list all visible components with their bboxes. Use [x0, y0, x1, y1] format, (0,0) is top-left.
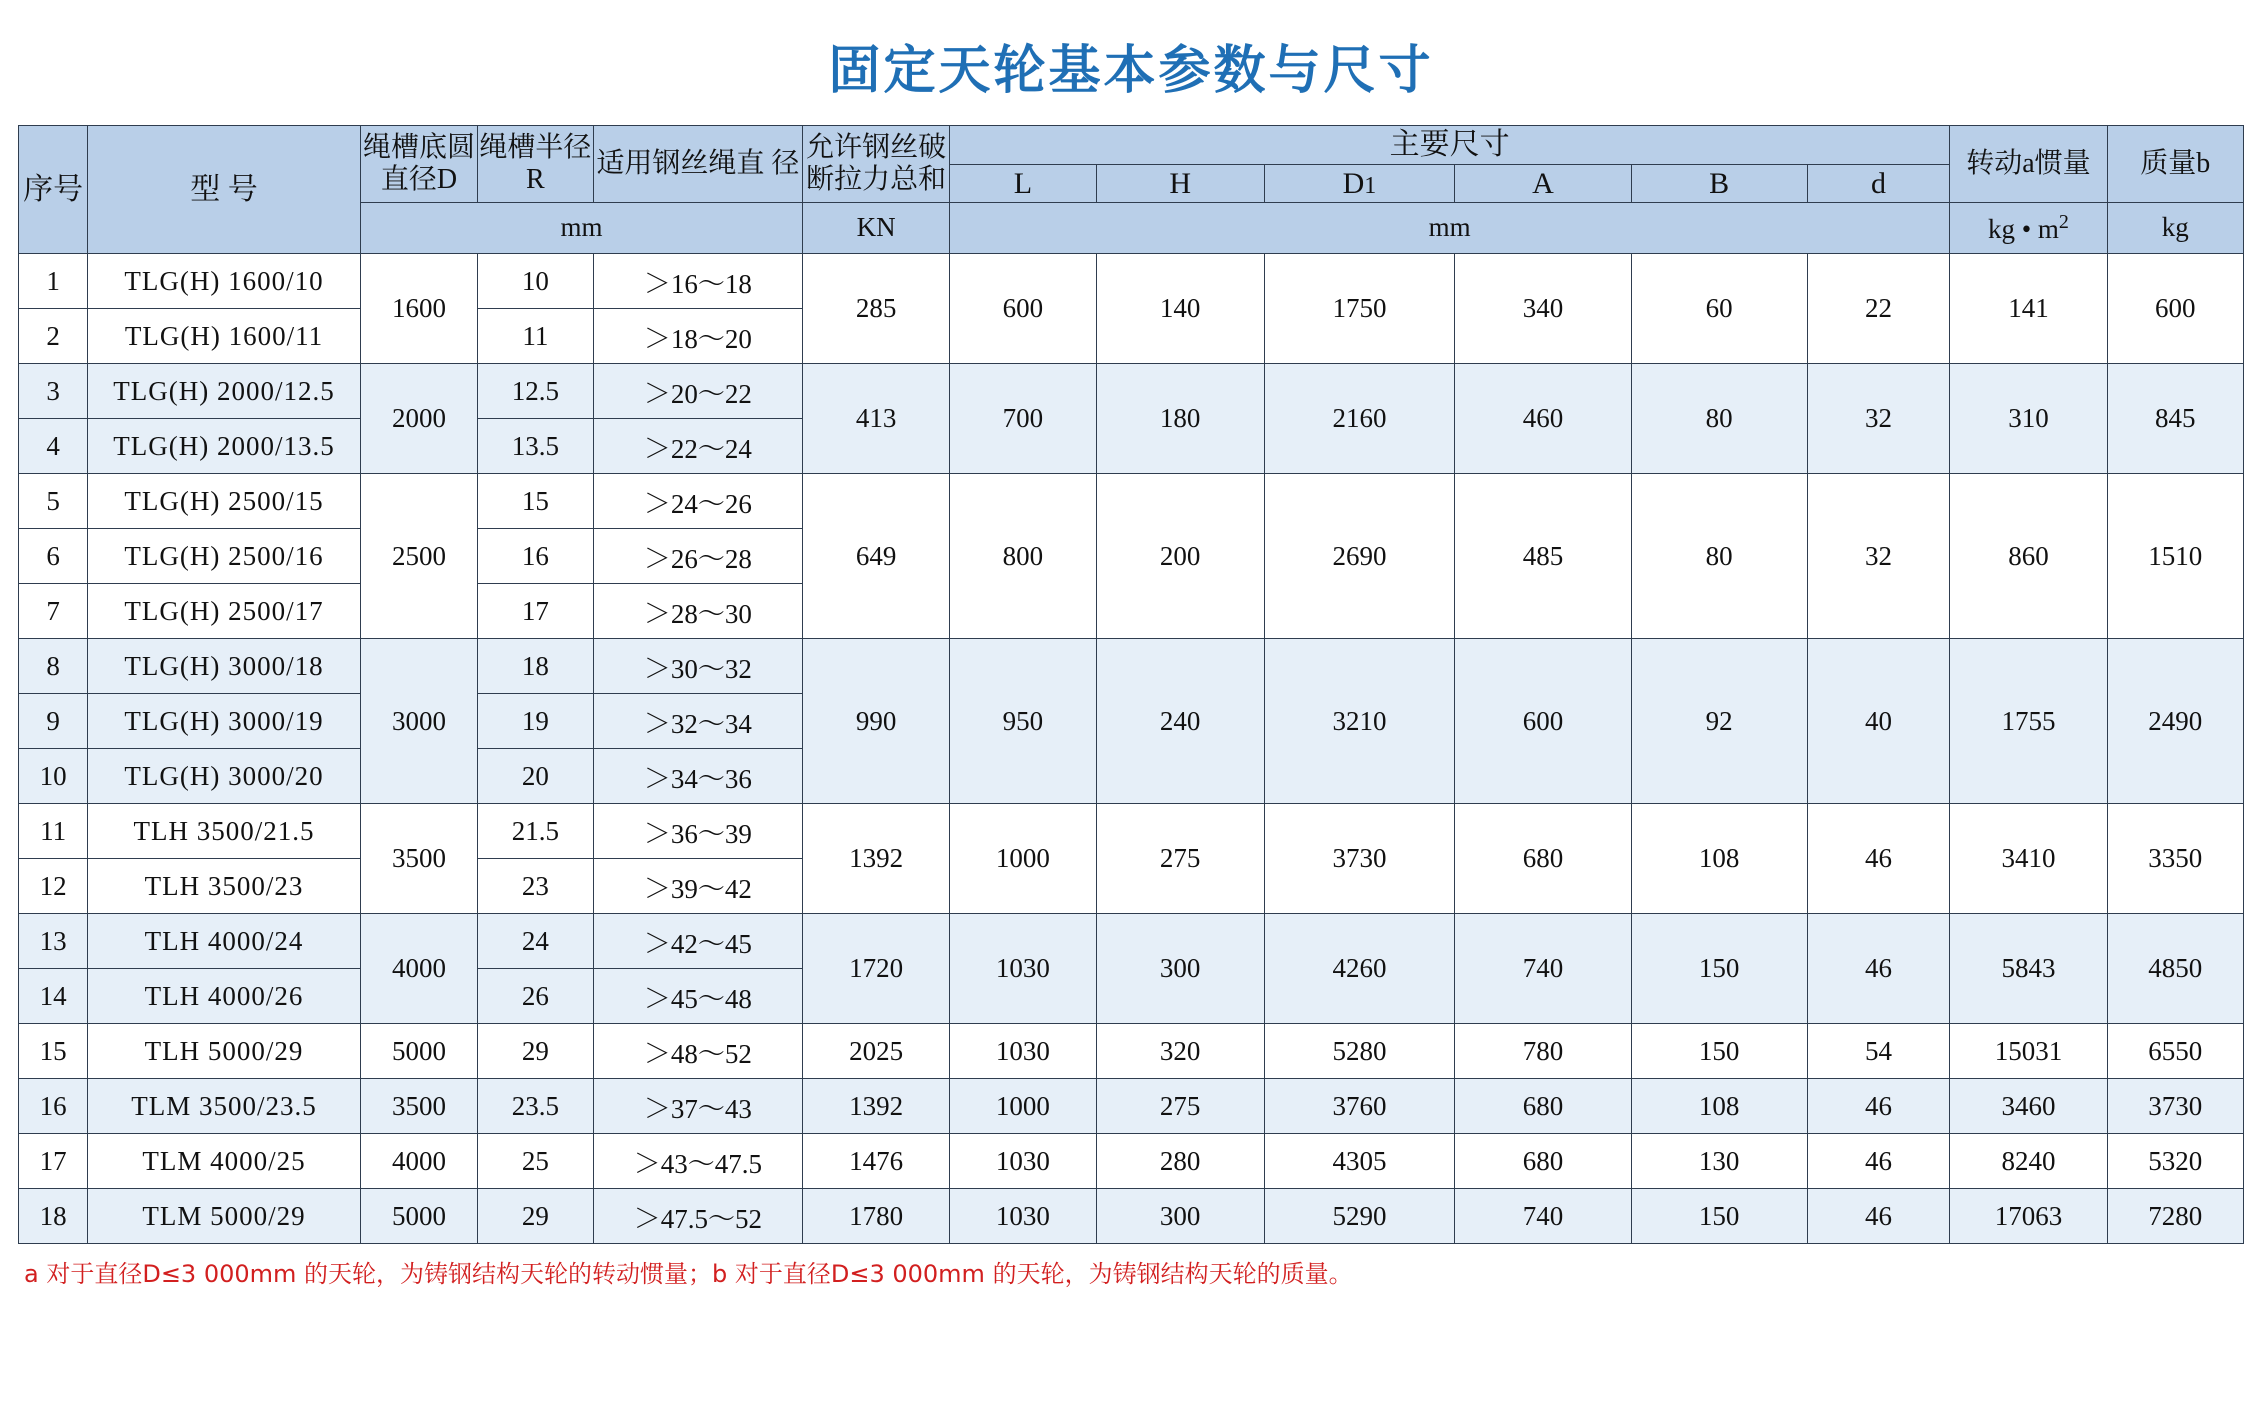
cell-L: 1000 [950, 1079, 1097, 1134]
cell-model: TLH 4000/26 [88, 969, 361, 1024]
cell-seq: 8 [19, 639, 88, 694]
table-row [19, 254, 2244, 309]
cell-groove-radius: 26 [478, 969, 593, 1024]
cell-seq: 3 [19, 364, 88, 419]
table-row [19, 364, 2244, 419]
cell-model: TLG(H) 2000/13.5 [88, 419, 361, 474]
cell-A: 460 [1455, 364, 1631, 474]
cell-A: 485 [1455, 474, 1631, 639]
cell-mass: 7280 [2107, 1189, 2243, 1244]
cell-L: 950 [950, 639, 1097, 804]
cell-inertia: 8240 [1950, 1134, 2107, 1189]
cell-breaking-force: 1720 [803, 914, 950, 1024]
cell-B: 92 [1631, 639, 1807, 804]
cell-model: TLG(H) 2500/16 [88, 529, 361, 584]
cell-d: 40 [1807, 639, 1950, 804]
cell-groove-radius: 29 [478, 1024, 593, 1079]
cell-rope-diameter: ＞32～34 [593, 694, 803, 749]
cell-seq: 18 [19, 1189, 88, 1244]
cell-seq: 7 [19, 584, 88, 639]
cell-groove-radius: 15 [478, 474, 593, 529]
cell-rope-diameter: ＞18～20 [593, 309, 803, 364]
cell-mass: 6550 [2107, 1024, 2243, 1079]
cell-d: 32 [1807, 364, 1950, 474]
cell-d: 22 [1807, 254, 1950, 364]
cell-model: TLG(H) 1600/11 [88, 309, 361, 364]
page-title: 固定天轮基本参数与尺寸 [828, 41, 1434, 101]
cell-groove-diameter: 1600 [360, 254, 477, 364]
table-row [19, 1134, 2244, 1189]
cell-inertia: 141 [1950, 254, 2107, 364]
cell-H: 240 [1096, 639, 1264, 804]
col-header-A: A [1455, 164, 1631, 203]
cell-inertia: 310 [1950, 364, 2107, 474]
cell-seq: 12 [19, 859, 88, 914]
cell-seq: 14 [19, 969, 88, 1024]
unit-mm-right: mm [950, 203, 1950, 254]
cell-d: 46 [1807, 1189, 1950, 1244]
cell-rope-diameter: ＞43～47.5 [593, 1134, 803, 1189]
cell-rope-diameter: ＞26～28 [593, 529, 803, 584]
cell-d: 46 [1807, 1134, 1950, 1189]
cell-groove-radius: 12.5 [478, 364, 593, 419]
cell-A: 680 [1455, 1079, 1631, 1134]
cell-B: 108 [1631, 804, 1807, 914]
cell-H: 275 [1096, 1079, 1264, 1134]
cell-inertia: 3410 [1950, 804, 2107, 914]
cell-breaking-force: 649 [803, 474, 950, 639]
cell-model: TLG(H) 1600/10 [88, 254, 361, 309]
cell-groove-diameter: 5000 [360, 1189, 477, 1244]
cell-seq: 1 [19, 254, 88, 309]
cell-model: TLH 4000/24 [88, 914, 361, 969]
cell-breaking-force: 413 [803, 364, 950, 474]
cell-breaking-force: 2025 [803, 1024, 950, 1079]
col-header-H: H [1096, 164, 1264, 203]
cell-D1: 3210 [1264, 639, 1455, 804]
cell-mass: 600 [2107, 254, 2243, 364]
cell-B: 80 [1631, 364, 1807, 474]
cell-groove-radius: 23 [478, 859, 593, 914]
cell-B: 150 [1631, 1189, 1807, 1244]
cell-groove-radius: 11 [478, 309, 593, 364]
cell-rope-diameter: ＞30～32 [593, 639, 803, 694]
cell-groove-diameter: 3000 [360, 639, 477, 804]
cell-B: 108 [1631, 1079, 1807, 1134]
cell-rope-diameter: ＞24～26 [593, 474, 803, 529]
cell-model: TLM 3500/23.5 [88, 1079, 361, 1134]
col-header-B: B [1631, 164, 1807, 203]
table-row [19, 639, 2244, 694]
col-header-mass: 质量b [2107, 126, 2243, 203]
cell-D1: 1750 [1264, 254, 1455, 364]
cell-model: TLG(H) 2500/17 [88, 584, 361, 639]
cell-seq: 2 [19, 309, 88, 364]
cell-groove-radius: 25 [478, 1134, 593, 1189]
cell-seq: 5 [19, 474, 88, 529]
cell-inertia: 5843 [1950, 914, 2107, 1024]
col-header-breaking-force: 允许钢丝破断拉力总和 [803, 126, 950, 203]
cell-D1: 4260 [1264, 914, 1455, 1024]
cell-L: 1030 [950, 1024, 1097, 1079]
cell-D1: 3760 [1264, 1079, 1455, 1134]
cell-breaking-force: 285 [803, 254, 950, 364]
cell-seq: 9 [19, 694, 88, 749]
col-header-rope-diameter: 适用钢丝绳直 径 [593, 126, 803, 203]
col-header-L: L [950, 164, 1097, 203]
cell-d: 32 [1807, 474, 1950, 639]
cell-breaking-force: 1392 [803, 1079, 950, 1134]
cell-groove-radius: 29 [478, 1189, 593, 1244]
cell-seq: 15 [19, 1024, 88, 1079]
cell-rope-diameter: ＞20～22 [593, 364, 803, 419]
cell-L: 1030 [950, 1189, 1097, 1244]
cell-seq: 4 [19, 419, 88, 474]
cell-seq: 11 [19, 804, 88, 859]
cell-model: TLH 3500/21.5 [88, 804, 361, 859]
cell-H: 200 [1096, 474, 1264, 639]
cell-seq: 16 [19, 1079, 88, 1134]
cell-inertia: 17063 [1950, 1189, 2107, 1244]
cell-mass: 2490 [2107, 639, 2243, 804]
col-header-d: d [1807, 164, 1950, 203]
cell-groove-diameter: 3500 [360, 804, 477, 914]
table-footnote: a 对于直径D≤3 000mm 的天轮，为铸钢结构天轮的转动惯量；b 对于直径D≤3 000mm 的天轮，为铸钢结构天轮的质量。 [24, 1260, 1353, 1288]
col-header-main-dimensions: 主要尺寸 [950, 126, 1950, 165]
cell-A: 680 [1455, 804, 1631, 914]
cell-B: 130 [1631, 1134, 1807, 1189]
table-row [19, 1189, 2244, 1244]
cell-groove-radius: 10 [478, 254, 593, 309]
unit-kg: kg [2107, 203, 2243, 254]
cell-rope-diameter: ＞34～36 [593, 749, 803, 804]
cell-breaking-force: 1780 [803, 1189, 950, 1244]
cell-rope-diameter: ＞42～45 [593, 914, 803, 969]
cell-d: 46 [1807, 914, 1950, 1024]
cell-inertia: 15031 [1950, 1024, 2107, 1079]
cell-mass: 5320 [2107, 1134, 2243, 1189]
cell-D1: 3730 [1264, 804, 1455, 914]
cell-A: 740 [1455, 1189, 1631, 1244]
col-header-seq: 序号 [19, 126, 88, 254]
col-header-D1: D1 [1264, 164, 1455, 203]
parameters-table [18, 125, 2244, 1244]
table-row [19, 1024, 2244, 1079]
cell-B: 60 [1631, 254, 1807, 364]
cell-B: 80 [1631, 474, 1807, 639]
cell-groove-radius: 20 [478, 749, 593, 804]
cell-H: 300 [1096, 1189, 1264, 1244]
cell-groove-radius: 16 [478, 529, 593, 584]
cell-model: TLH 5000/29 [88, 1024, 361, 1079]
cell-groove-radius: 18 [478, 639, 593, 694]
cell-A: 340 [1455, 254, 1631, 364]
cell-d: 46 [1807, 1079, 1950, 1134]
cell-groove-radius: 21.5 [478, 804, 593, 859]
cell-groove-radius: 19 [478, 694, 593, 749]
cell-groove-radius: 24 [478, 914, 593, 969]
table-row [19, 1079, 2244, 1134]
col-header-inertia: 转动a惯量 [1950, 126, 2107, 203]
unit-kn: KN [803, 203, 950, 254]
col-header-model: 型 号 [88, 126, 361, 254]
cell-H: 320 [1096, 1024, 1264, 1079]
cell-H: 275 [1096, 804, 1264, 914]
cell-rope-diameter: ＞45～48 [593, 969, 803, 1024]
col-header-groove-diameter: 绳槽底圆直径D [360, 126, 477, 203]
cell-model: TLH 3500/23 [88, 859, 361, 914]
cell-D1: 5290 [1264, 1189, 1455, 1244]
cell-A: 680 [1455, 1134, 1631, 1189]
cell-model: TLG(H) 2500/15 [88, 474, 361, 529]
cell-rope-diameter: ＞22～24 [593, 419, 803, 474]
cell-d: 54 [1807, 1024, 1950, 1079]
cell-groove-diameter: 4000 [360, 914, 477, 1024]
cell-d: 46 [1807, 804, 1950, 914]
cell-rope-diameter: ＞16～18 [593, 254, 803, 309]
cell-rope-diameter: ＞47.5～52 [593, 1189, 803, 1244]
cell-H: 140 [1096, 254, 1264, 364]
cell-breaking-force: 990 [803, 639, 950, 804]
cell-mass: 3730 [2107, 1079, 2243, 1134]
cell-model: TLM 4000/25 [88, 1134, 361, 1189]
cell-D1: 2690 [1264, 474, 1455, 639]
cell-groove-diameter: 4000 [360, 1134, 477, 1189]
cell-inertia: 1755 [1950, 639, 2107, 804]
cell-L: 1000 [950, 804, 1097, 914]
cell-rope-diameter: ＞39～42 [593, 859, 803, 914]
table-row [19, 914, 2244, 969]
cell-L: 700 [950, 364, 1097, 474]
cell-model: TLM 5000/29 [88, 1189, 361, 1244]
cell-mass: 845 [2107, 364, 2243, 474]
cell-model: TLG(H) 2000/12.5 [88, 364, 361, 419]
cell-rope-diameter: ＞37～43 [593, 1079, 803, 1134]
cell-B: 150 [1631, 914, 1807, 1024]
cell-H: 180 [1096, 364, 1264, 474]
cell-D1: 5280 [1264, 1024, 1455, 1079]
cell-A: 740 [1455, 914, 1631, 1024]
cell-seq: 10 [19, 749, 88, 804]
cell-breaking-force: 1392 [803, 804, 950, 914]
cell-groove-diameter: 2500 [360, 474, 477, 639]
cell-mass: 1510 [2107, 474, 2243, 639]
cell-groove-diameter: 5000 [360, 1024, 477, 1079]
cell-groove-radius: 13.5 [478, 419, 593, 474]
table-row [19, 804, 2244, 859]
cell-model: TLG(H) 3000/20 [88, 749, 361, 804]
cell-inertia: 860 [1950, 474, 2107, 639]
cell-D1: 2160 [1264, 364, 1455, 474]
cell-L: 600 [950, 254, 1097, 364]
cell-groove-diameter: 2000 [360, 364, 477, 474]
unit-kgm2: kg • $m^2$ [1950, 203, 2107, 254]
cell-groove-diameter: 3500 [360, 1079, 477, 1134]
table-body [19, 254, 2244, 1244]
cell-L: 1030 [950, 914, 1097, 1024]
cell-groove-radius: 23.5 [478, 1079, 593, 1134]
cell-mass: 3350 [2107, 804, 2243, 914]
unit-mm-left: mm [360, 203, 802, 254]
cell-D1: 4305 [1264, 1134, 1455, 1189]
cell-seq: 6 [19, 529, 88, 584]
cell-mass: 4850 [2107, 914, 2243, 1024]
cell-H: 280 [1096, 1134, 1264, 1189]
cell-model: TLG(H) 3000/19 [88, 694, 361, 749]
col-header-groove-radius: 绳槽半径R [478, 126, 593, 203]
cell-rope-diameter: ＞48～52 [593, 1024, 803, 1079]
cell-L: 1030 [950, 1134, 1097, 1189]
table-row [19, 474, 2244, 529]
cell-H: 300 [1096, 914, 1264, 1024]
cell-seq: 17 [19, 1134, 88, 1189]
cell-groove-radius: 17 [478, 584, 593, 639]
cell-seq: 13 [19, 914, 88, 969]
cell-inertia: 3460 [1950, 1079, 2107, 1134]
cell-model: TLG(H) 3000/18 [88, 639, 361, 694]
cell-L: 800 [950, 474, 1097, 639]
cell-rope-diameter: ＞36～39 [593, 804, 803, 859]
cell-B: 150 [1631, 1024, 1807, 1079]
cell-breaking-force: 1476 [803, 1134, 950, 1189]
cell-rope-diameter: ＞28～30 [593, 584, 803, 639]
cell-A: 600 [1455, 639, 1631, 804]
cell-A: 780 [1455, 1024, 1631, 1079]
